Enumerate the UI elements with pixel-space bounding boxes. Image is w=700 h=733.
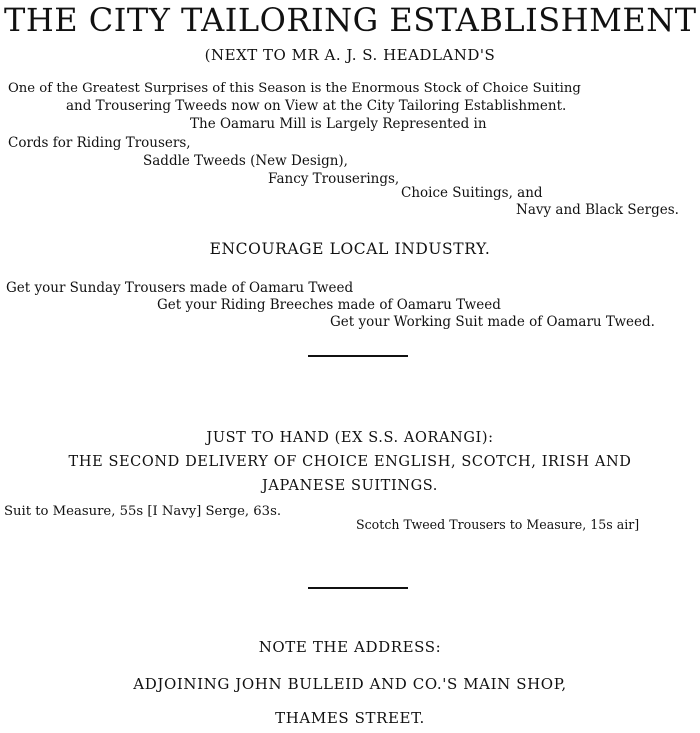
intro-line-1: One of the Greatest Surprises of this Season is the Enormous Stock of Choice Suiting xyxy=(8,81,581,96)
intro-line-8: Navy and Black Serges. xyxy=(516,202,679,218)
intro-line-2: and Trousering Tweeds now on View at the City Tailoring Establishment. xyxy=(66,98,567,114)
local-line-1: Get your Sunday Trousers made of Oamaru Tweed xyxy=(6,280,354,296)
shipment-line-1: THE SECOND DELIVERY OF CHOICE ENGLISH, SCOTCH, IRISH AND xyxy=(68,454,632,470)
divider-rule xyxy=(308,587,408,589)
intro-line-7: Choice Suitings, and xyxy=(401,185,543,201)
shipment-heading: JUST TO HAND (EX S.S. AORANGI): xyxy=(206,430,494,446)
intro-line-3: The Oamaru Mill is Largely Represented in xyxy=(190,116,487,132)
price-trousers: Scotch Tweed Trousers to Measure, 15s air] xyxy=(356,517,640,532)
address-heading: NOTE THE ADDRESS: xyxy=(258,638,442,656)
address-line-1: ADJOINING JOHN BULLEID AND CO.'S MAIN SHOP, xyxy=(133,675,567,693)
advertisement-subtitle: (NEXT TO MR A. J. S. HEADLAND'S xyxy=(204,46,496,64)
shipment-line-2: JAPANESE SUITINGS. xyxy=(262,478,438,494)
intro-line-6: Fancy Trouserings, xyxy=(268,171,400,187)
divider-rule xyxy=(308,355,408,357)
local-line-2: Get your Riding Breeches made of Oamaru Tweed xyxy=(157,297,501,313)
price-suit-and-serge: Suit to Measure, 55s [I Navy] Serge, 63s. xyxy=(4,504,282,519)
advertisement-title: THE CITY TAILORING ESTABLISHMENT xyxy=(4,1,697,39)
slogan: ENCOURAGE LOCAL INDUSTRY. xyxy=(209,240,491,258)
address-line-2: THAMES STREET. xyxy=(275,709,425,727)
local-line-3: Get your Working Suit made of Oamaru Tweed. xyxy=(330,314,655,330)
intro-line-5: Saddle Tweeds (New Design), xyxy=(143,153,348,169)
intro-line-4: Cords for Riding Trousers, xyxy=(8,135,191,151)
